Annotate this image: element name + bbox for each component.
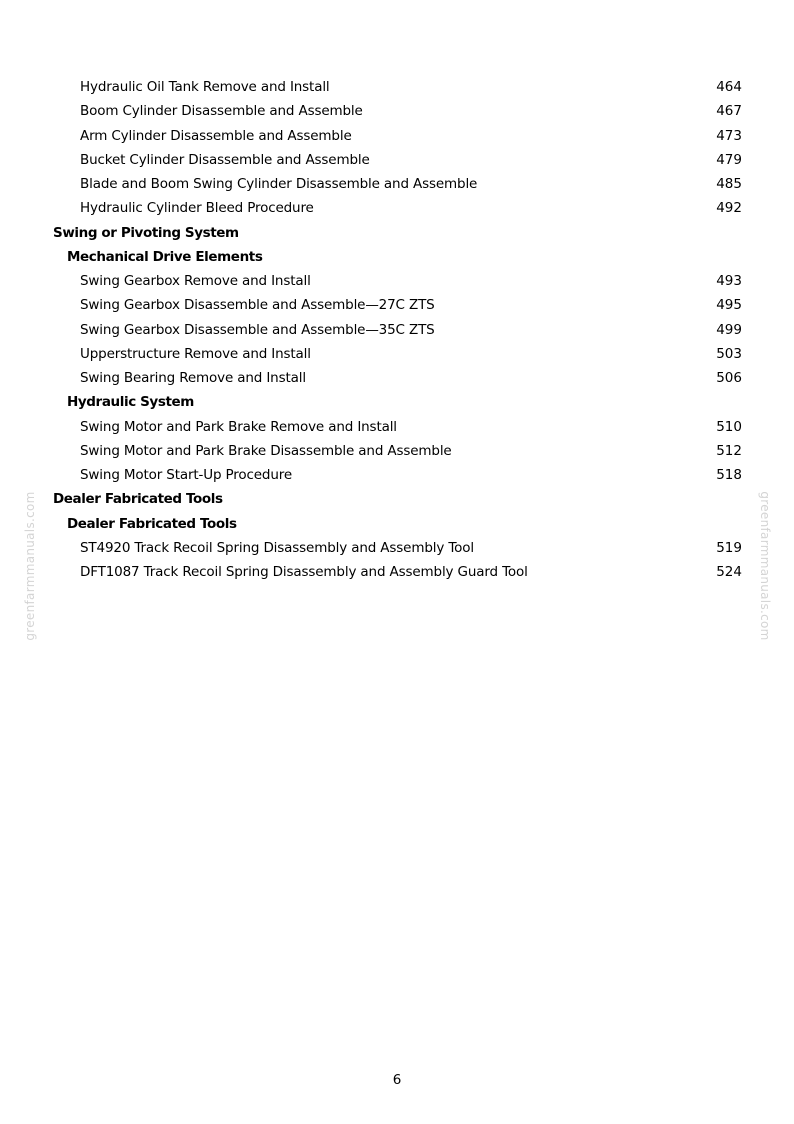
toc-entry[interactable] (0, 536, 794, 560)
toc-section-title: Dealer Fabricated Tools (67, 515, 237, 532)
toc-entry[interactable] (0, 415, 794, 439)
toc-entry-title: Blade and Boom Swing Cylinder Disassemble and Assemble (80, 176, 478, 192)
toc-entry[interactable] (0, 318, 794, 342)
toc-entry-title: Boom Cylinder Disassemble and Assemble (80, 103, 363, 120)
toc-entry[interactable] (0, 99, 794, 123)
toc-chapter-title: Dealer Fabricated Tools (53, 491, 223, 508)
table-of-contents (0, 75, 794, 584)
toc-section-heading[interactable] (0, 390, 794, 414)
toc-entry-title: Upperstructure Remove and Install (80, 345, 311, 362)
toc-entry-page: 510 (716, 418, 742, 435)
toc-entry-page: 499 (716, 321, 742, 338)
toc-section-title: Hydraulic System (67, 394, 194, 411)
toc-entry-title: Swing Gearbox Disassemble and Assemble—35C ZTS (80, 321, 435, 338)
toc-entry[interactable] (0, 148, 794, 172)
toc-entry[interactable] (0, 560, 794, 584)
toc-section-title: Mechanical Drive Elements (67, 248, 263, 265)
toc-entry-page: 512 (716, 442, 742, 459)
toc-entry-title: Swing Motor Start-Up Procedure (80, 467, 293, 483)
toc-chapter-heading[interactable] (0, 487, 794, 511)
toc-entry-title: Hydraulic Cylinder Bleed Procedure (80, 200, 314, 217)
toc-entry-title: Swing Bearing Remove and Install (80, 370, 306, 386)
watermark-right: greenfarmmanuals.com (758, 491, 772, 641)
toc-entry-title: Swing Motor and Park Brake Disassemble and Assemble (80, 442, 452, 459)
toc-entry-page: 519 (716, 539, 742, 556)
toc-entry-page: 467 (716, 103, 742, 120)
toc-entry-page: 473 (716, 127, 742, 144)
toc-entry[interactable] (0, 172, 794, 196)
toc-entry[interactable] (0, 463, 794, 487)
toc-entry[interactable] (0, 269, 794, 293)
toc-entry-page: 492 (716, 200, 742, 217)
toc-chapter-heading[interactable] (0, 221, 794, 245)
toc-entry[interactable] (0, 366, 794, 390)
toc-entry[interactable] (0, 124, 794, 148)
toc-entry-page: 485 (716, 176, 742, 192)
toc-entry[interactable] (0, 196, 794, 220)
toc-entry-page: 479 (716, 151, 742, 168)
toc-entry-title: Bucket Cylinder Disassemble and Assemble (80, 151, 370, 168)
toc-section-heading[interactable] (0, 245, 794, 269)
toc-entry[interactable] (0, 293, 794, 317)
toc-entry-title: ST4920 Track Recoil Spring Disassembly and Assembly Tool (80, 539, 474, 556)
toc-entry-page: 518 (716, 467, 742, 483)
toc-chapter-title: Swing or Pivoting System (53, 224, 239, 241)
toc-entry[interactable] (0, 439, 794, 463)
toc-entry[interactable] (0, 342, 794, 366)
toc-entry-page: 464 (716, 79, 742, 95)
toc-entry-title: Hydraulic Oil Tank Remove and Install (80, 79, 330, 95)
toc-entry-page: 493 (716, 273, 742, 289)
toc-entry-title: Swing Motor and Park Brake Remove and Install (80, 418, 397, 435)
toc-entry-page: 495 (716, 297, 742, 314)
toc-entry[interactable] (0, 75, 794, 99)
toc-entry-title: Arm Cylinder Disassemble and Assemble (80, 127, 352, 144)
toc-entry-page: 503 (716, 345, 742, 362)
toc-entry-page: 524 (716, 564, 742, 580)
toc-section-heading[interactable] (0, 512, 794, 536)
toc-entry-title: DFT1087 Track Recoil Spring Disassembly and Assembly Guard Tool (80, 564, 528, 580)
toc-entry-title: Swing Gearbox Disassemble and Assemble—27C ZTS (80, 297, 435, 314)
watermark-left: greenfarmmanuals.com (23, 491, 37, 641)
toc-entry-page: 506 (716, 370, 742, 386)
toc-entry-title: Swing Gearbox Remove and Install (80, 273, 311, 289)
page-number: 6 (392, 1072, 402, 1088)
